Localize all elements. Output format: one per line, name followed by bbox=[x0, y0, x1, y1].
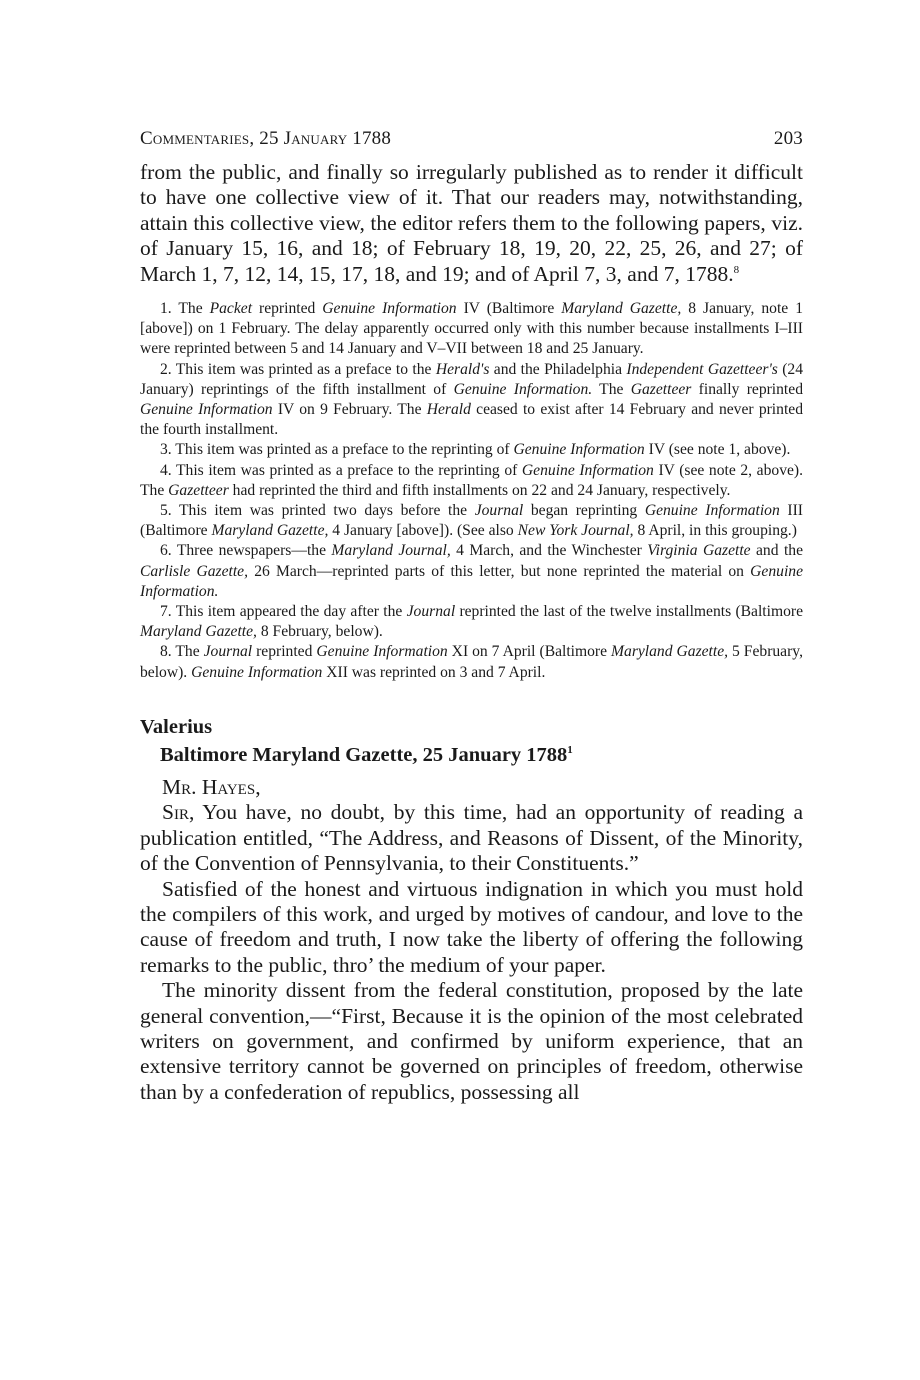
endnote-7: 7. This item appeared the day after the Journal reprinted the last of the twelve installments (Baltimore Maryland Gazette, 8 February, below). bbox=[140, 603, 803, 641]
endnotes bbox=[140, 299, 803, 683]
note-ref-8: 8 bbox=[733, 263, 740, 276]
paragraph-1: Sir, You have, no doubt, by this time, had an opportunity of reading a publication entitled, “The Address, and Reasons of Dissent, of the Minority, of the Convention of Pennsylvania, to their Constituents.” bbox=[140, 800, 803, 876]
endnote-6: 6. Three newspapers—the Maryland Journal, 4 March, and the Winchester Virginia Gazette and the Carlisle Gazette, 26 March—reprinted parts of this letter, but none reprinted the material on Genuine Information. bbox=[140, 542, 803, 600]
running-head bbox=[140, 128, 803, 150]
page-number: 203 bbox=[773, 128, 803, 149]
valerius-section bbox=[140, 713, 803, 1105]
section-author: Valerius bbox=[140, 715, 213, 738]
endnote-4: 4. This item was printed as a preface to the reprinting of Genuine Information IV (see note 2, above). The Gazetteer had reprinted the third and fifth installments on 22 and 24 January, respectively. bbox=[140, 461, 804, 499]
continuation-paragraph bbox=[140, 160, 803, 287]
endnote-5: 5. This item was printed two days before the Journal began reprinting Genuine Information III (Baltimore Maryland Gazette, 4 January [above]). (See also New York Journal, 8 April, in this grouping.) bbox=[140, 502, 803, 540]
paragraph-2: Satisfied of the honest and virtuous indignation in which you must hold the compilers of this work, and urged by motives of candour, and love to the cause of freedom and truth, I now take the liberty of offering the following remarks to the public, thro’ the medium of your paper. bbox=[140, 876, 803, 977]
section-source: Baltimore Maryland Gazette, 25 January 1788$^1$ bbox=[160, 743, 573, 766]
paragraph-1-lead: Sir, bbox=[162, 800, 195, 825]
paragraph-3: The minority dissent from the federal constitution, proposed by the late general convention,—“First, Because it is the opinion of the most celebrated writers on government, and confirmed by uniform experience, that an extensive territory cannot be governed on principles of freedom, otherwise than by a confederation of republics, possessing all bbox=[140, 978, 803, 1104]
endnote-1: 1. The Packet reprinted Genuine Information IV (Baltimore Maryland Gazette, 8 January, note 1 [above]) on 1 February. The delay apparently occurred only with this number because installments I–III were reprinted between 5 and 14 January and V–VII between 18 and 25 January. bbox=[140, 300, 803, 358]
continuation-text: from the public, and finally so irregularly published as to render it difficult to have one collective view of it. That our readers may, notwithstanding, attain this collective view, the editor refers them to the following papers, viz. of January 15, 16, and 18; of February 18, 19, 20, 22, 25, 26, and 27; of March 1, 7, 12, 14, 15, 17, 18, and 19; and of April 7, 3, and 7, 1788. bbox=[140, 160, 803, 286]
page bbox=[140, 128, 803, 1105]
salutation: Mr. Hayes, bbox=[162, 774, 261, 799]
source-note-ref: 1 bbox=[567, 744, 573, 757]
running-head-title: Commentaries, 25 January 1788 bbox=[140, 128, 392, 149]
endnote-3: 3. This item was printed as a preface to the reprinting of Genuine Information IV (see note 1, above). bbox=[160, 441, 791, 459]
endnote-8: 8. The Journal reprinted Genuine Information XI on 7 April (Baltimore Maryland Gazette, 5 February, below). Genuine Information XII was reprinted on 3 and 7 April. bbox=[140, 643, 803, 681]
endnote-2: 2. This item was printed as a preface to the Herald's and the Philadelphia Independent Gazetteer's (24 January) reprintings of the fifth installment of Genuine Information. The Gazetteer finally reprinted Genuine Information IV on 9 February. The Herald ceased to exist after 14 February and never printed the fourth installment. bbox=[140, 360, 804, 439]
